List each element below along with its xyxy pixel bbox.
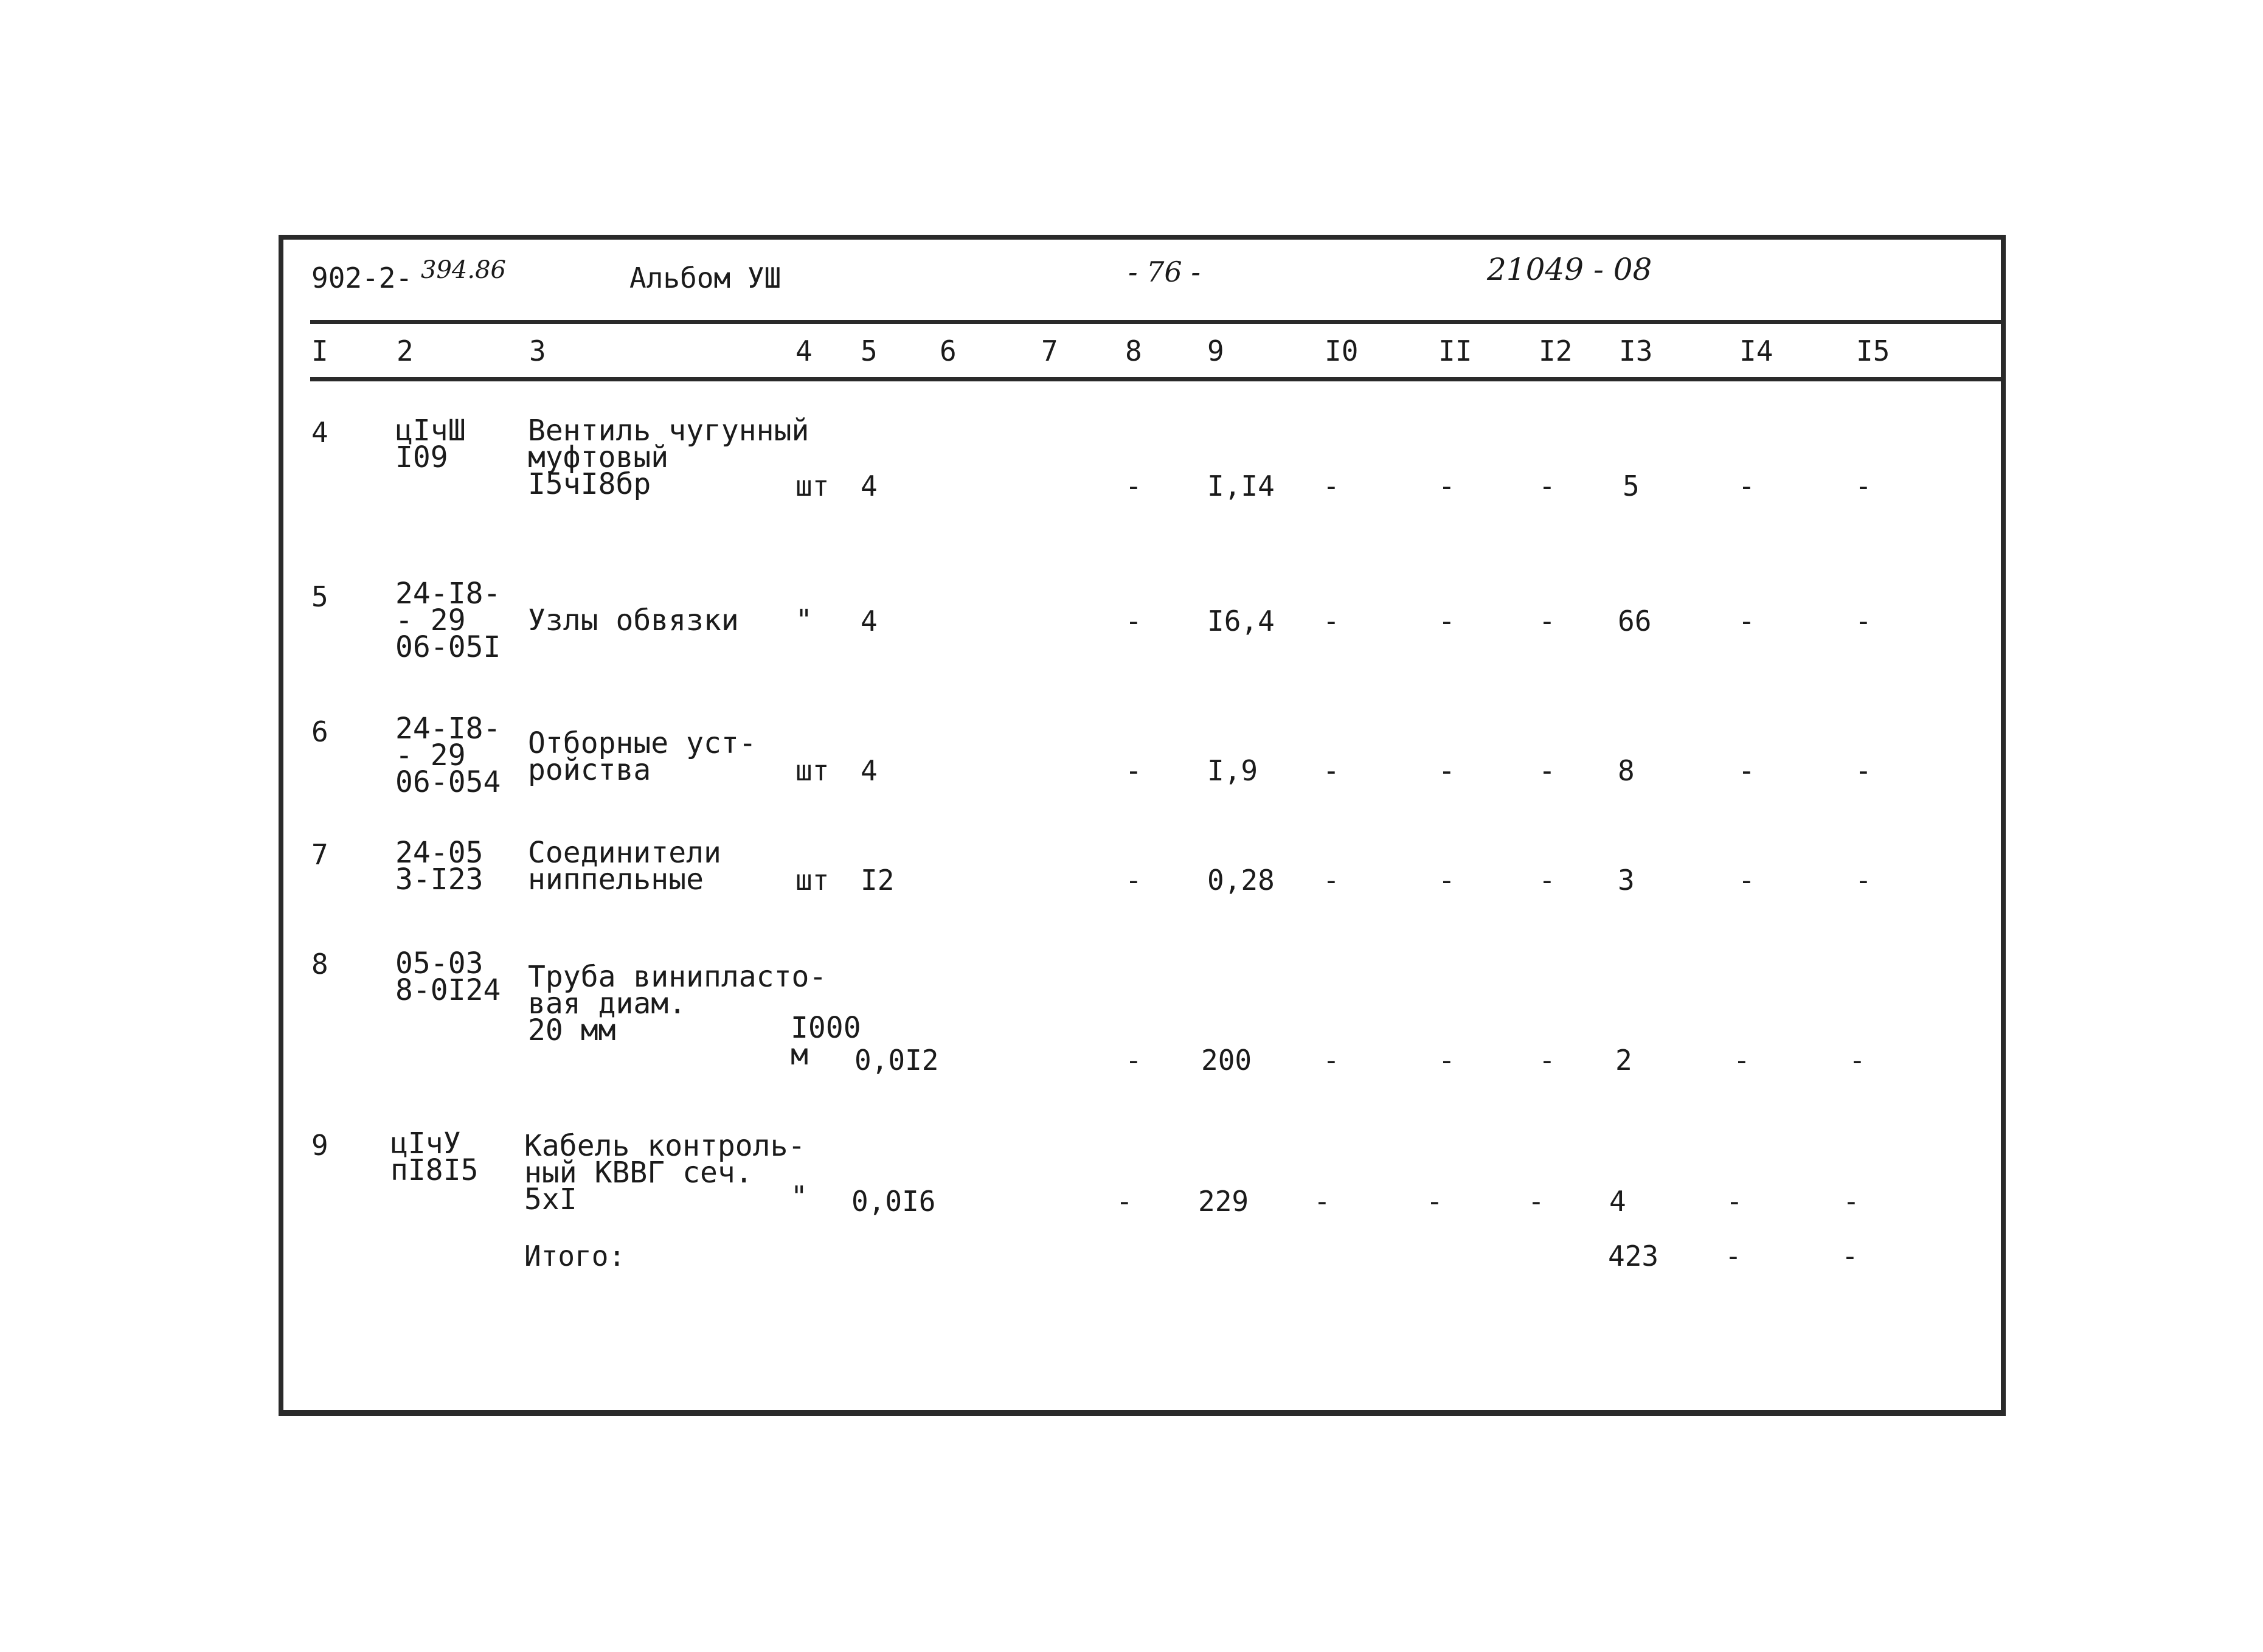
row-col15: - (1849, 1044, 1866, 1077)
row-col15: - (1855, 864, 1872, 897)
column-header: I3 (1619, 335, 1653, 367)
row-code: 24-05 3-I23 (395, 836, 483, 897)
row-quantity: 0,0I2 (854, 1044, 939, 1077)
total-col14: - (1725, 1240, 1742, 1272)
row-number: 5 (311, 580, 328, 613)
row-col8: - (1125, 864, 1142, 897)
row-quantity: 4 (861, 605, 878, 637)
row-col12: - (1539, 754, 1556, 787)
column-header: II (1438, 335, 1472, 367)
page-number: - 76 - (1128, 255, 1201, 288)
row-col9: I,9 (1207, 754, 1258, 787)
row-code: цIчУ пI8I5 (390, 1126, 479, 1187)
column-header: 4 (795, 335, 813, 367)
row-unit: " (791, 1180, 808, 1213)
column-header: I0 (1325, 335, 1359, 367)
row-name: Узлы обвязки (528, 603, 739, 637)
row-col14: - (1738, 470, 1755, 502)
row-col8: - (1125, 754, 1142, 787)
column-header: 7 (1041, 335, 1058, 367)
row-code: 24-I8- - 29 06-05I (395, 577, 501, 664)
row-code: 05-03 8-0I24 (395, 946, 501, 1007)
header-rule-top (310, 320, 2001, 324)
row-unit: I000 м (791, 1011, 861, 1072)
row-col15: - (1843, 1185, 1860, 1218)
document-sheet (279, 235, 2006, 1416)
row-name: Вентиль чугунный муфтовый I5чI8бр (528, 414, 809, 501)
row-col10: - (1323, 754, 1340, 787)
row-col13: 66 (1618, 605, 1652, 637)
row-col10: - (1323, 605, 1340, 637)
column-header: I4 (1739, 335, 1773, 367)
row-col12: - (1528, 1185, 1545, 1218)
row-quantity: I2 (861, 864, 895, 897)
document-code-handwritten: 394.86 (421, 256, 506, 284)
inventory-number: 21049 - 08 (1487, 252, 1652, 287)
row-col9: 200 (1201, 1044, 1252, 1077)
row-number: 6 (311, 715, 328, 748)
row-col15: - (1855, 754, 1872, 787)
row-unit: шт (795, 470, 830, 502)
row-col9: I6,4 (1207, 605, 1275, 637)
total-col13: 423 (1608, 1240, 1659, 1272)
row-col15: - (1855, 605, 1872, 637)
row-col14: - (1726, 1185, 1743, 1218)
row-col13: 5 (1623, 470, 1640, 502)
column-header: 9 (1207, 335, 1224, 367)
row-name: Соединители ниппельные (528, 836, 721, 897)
document-code: 902-2- (311, 262, 413, 294)
row-col11: - (1438, 470, 1455, 502)
row-number: 7 (311, 838, 328, 871)
row-col8: - (1125, 1044, 1142, 1077)
header-rule-bottom (310, 377, 2001, 381)
row-col9: 229 (1198, 1185, 1249, 1218)
column-header: 2 (397, 335, 414, 367)
row-col12: - (1539, 470, 1556, 502)
row-name: Кабель контроль- ный КВВГ сеч. 5xI (524, 1129, 806, 1216)
row-name: Отборные уст- ройства (528, 726, 757, 787)
row-col10: - (1314, 1185, 1331, 1218)
row-col11: - (1438, 754, 1455, 787)
row-name: Труба винипласто- вая диам. 20 мм (528, 960, 827, 1047)
row-col14: - (1738, 605, 1755, 637)
row-col9: 0,28 (1207, 864, 1275, 897)
row-col12: - (1539, 605, 1556, 637)
row-col12: - (1539, 864, 1556, 897)
row-col13: 4 (1609, 1185, 1626, 1218)
row-col13: 3 (1618, 864, 1635, 897)
row-col12: - (1539, 1044, 1556, 1077)
row-col13: 2 (1615, 1044, 1632, 1077)
column-header: 6 (940, 335, 957, 367)
row-unit: шт (795, 754, 830, 787)
row-quantity: 4 (861, 470, 878, 502)
row-unit: " (795, 603, 813, 636)
row-unit: шт (795, 864, 830, 897)
row-col11: - (1438, 605, 1455, 637)
total-col15: - (1842, 1240, 1859, 1272)
row-col14: - (1738, 864, 1755, 897)
column-header: 5 (861, 335, 878, 367)
row-number: 8 (311, 948, 328, 980)
column-header: I (311, 335, 328, 367)
row-code: цIчШ I09 (395, 414, 466, 474)
row-col8: - (1125, 470, 1142, 502)
row-quantity: 4 (861, 754, 878, 787)
album-label: Альбом УШ (629, 262, 781, 294)
total-label: Итого: (524, 1240, 626, 1272)
row-col14: - (1738, 754, 1755, 787)
row-col8: - (1125, 605, 1142, 637)
row-col10: - (1323, 470, 1340, 502)
row-col15: - (1855, 470, 1872, 502)
row-col11: - (1438, 864, 1455, 897)
column-header: I5 (1856, 335, 1890, 367)
row-col14: - (1733, 1044, 1750, 1077)
row-col8: - (1116, 1185, 1133, 1218)
row-col11: - (1438, 1044, 1455, 1077)
column-header: I2 (1539, 335, 1573, 367)
row-col13: 8 (1618, 754, 1635, 787)
row-col9: I,I4 (1207, 470, 1275, 502)
row-number: 4 (311, 416, 328, 449)
row-code: 24-I8- - 29 06-054 (395, 712, 501, 799)
column-header: 8 (1125, 335, 1142, 367)
row-number: 9 (311, 1129, 328, 1162)
column-header: 3 (529, 335, 546, 367)
row-quantity: 0,0I6 (851, 1185, 936, 1218)
row-col10: - (1323, 1044, 1340, 1077)
row-col11: - (1426, 1185, 1443, 1218)
row-col10: - (1323, 864, 1340, 897)
